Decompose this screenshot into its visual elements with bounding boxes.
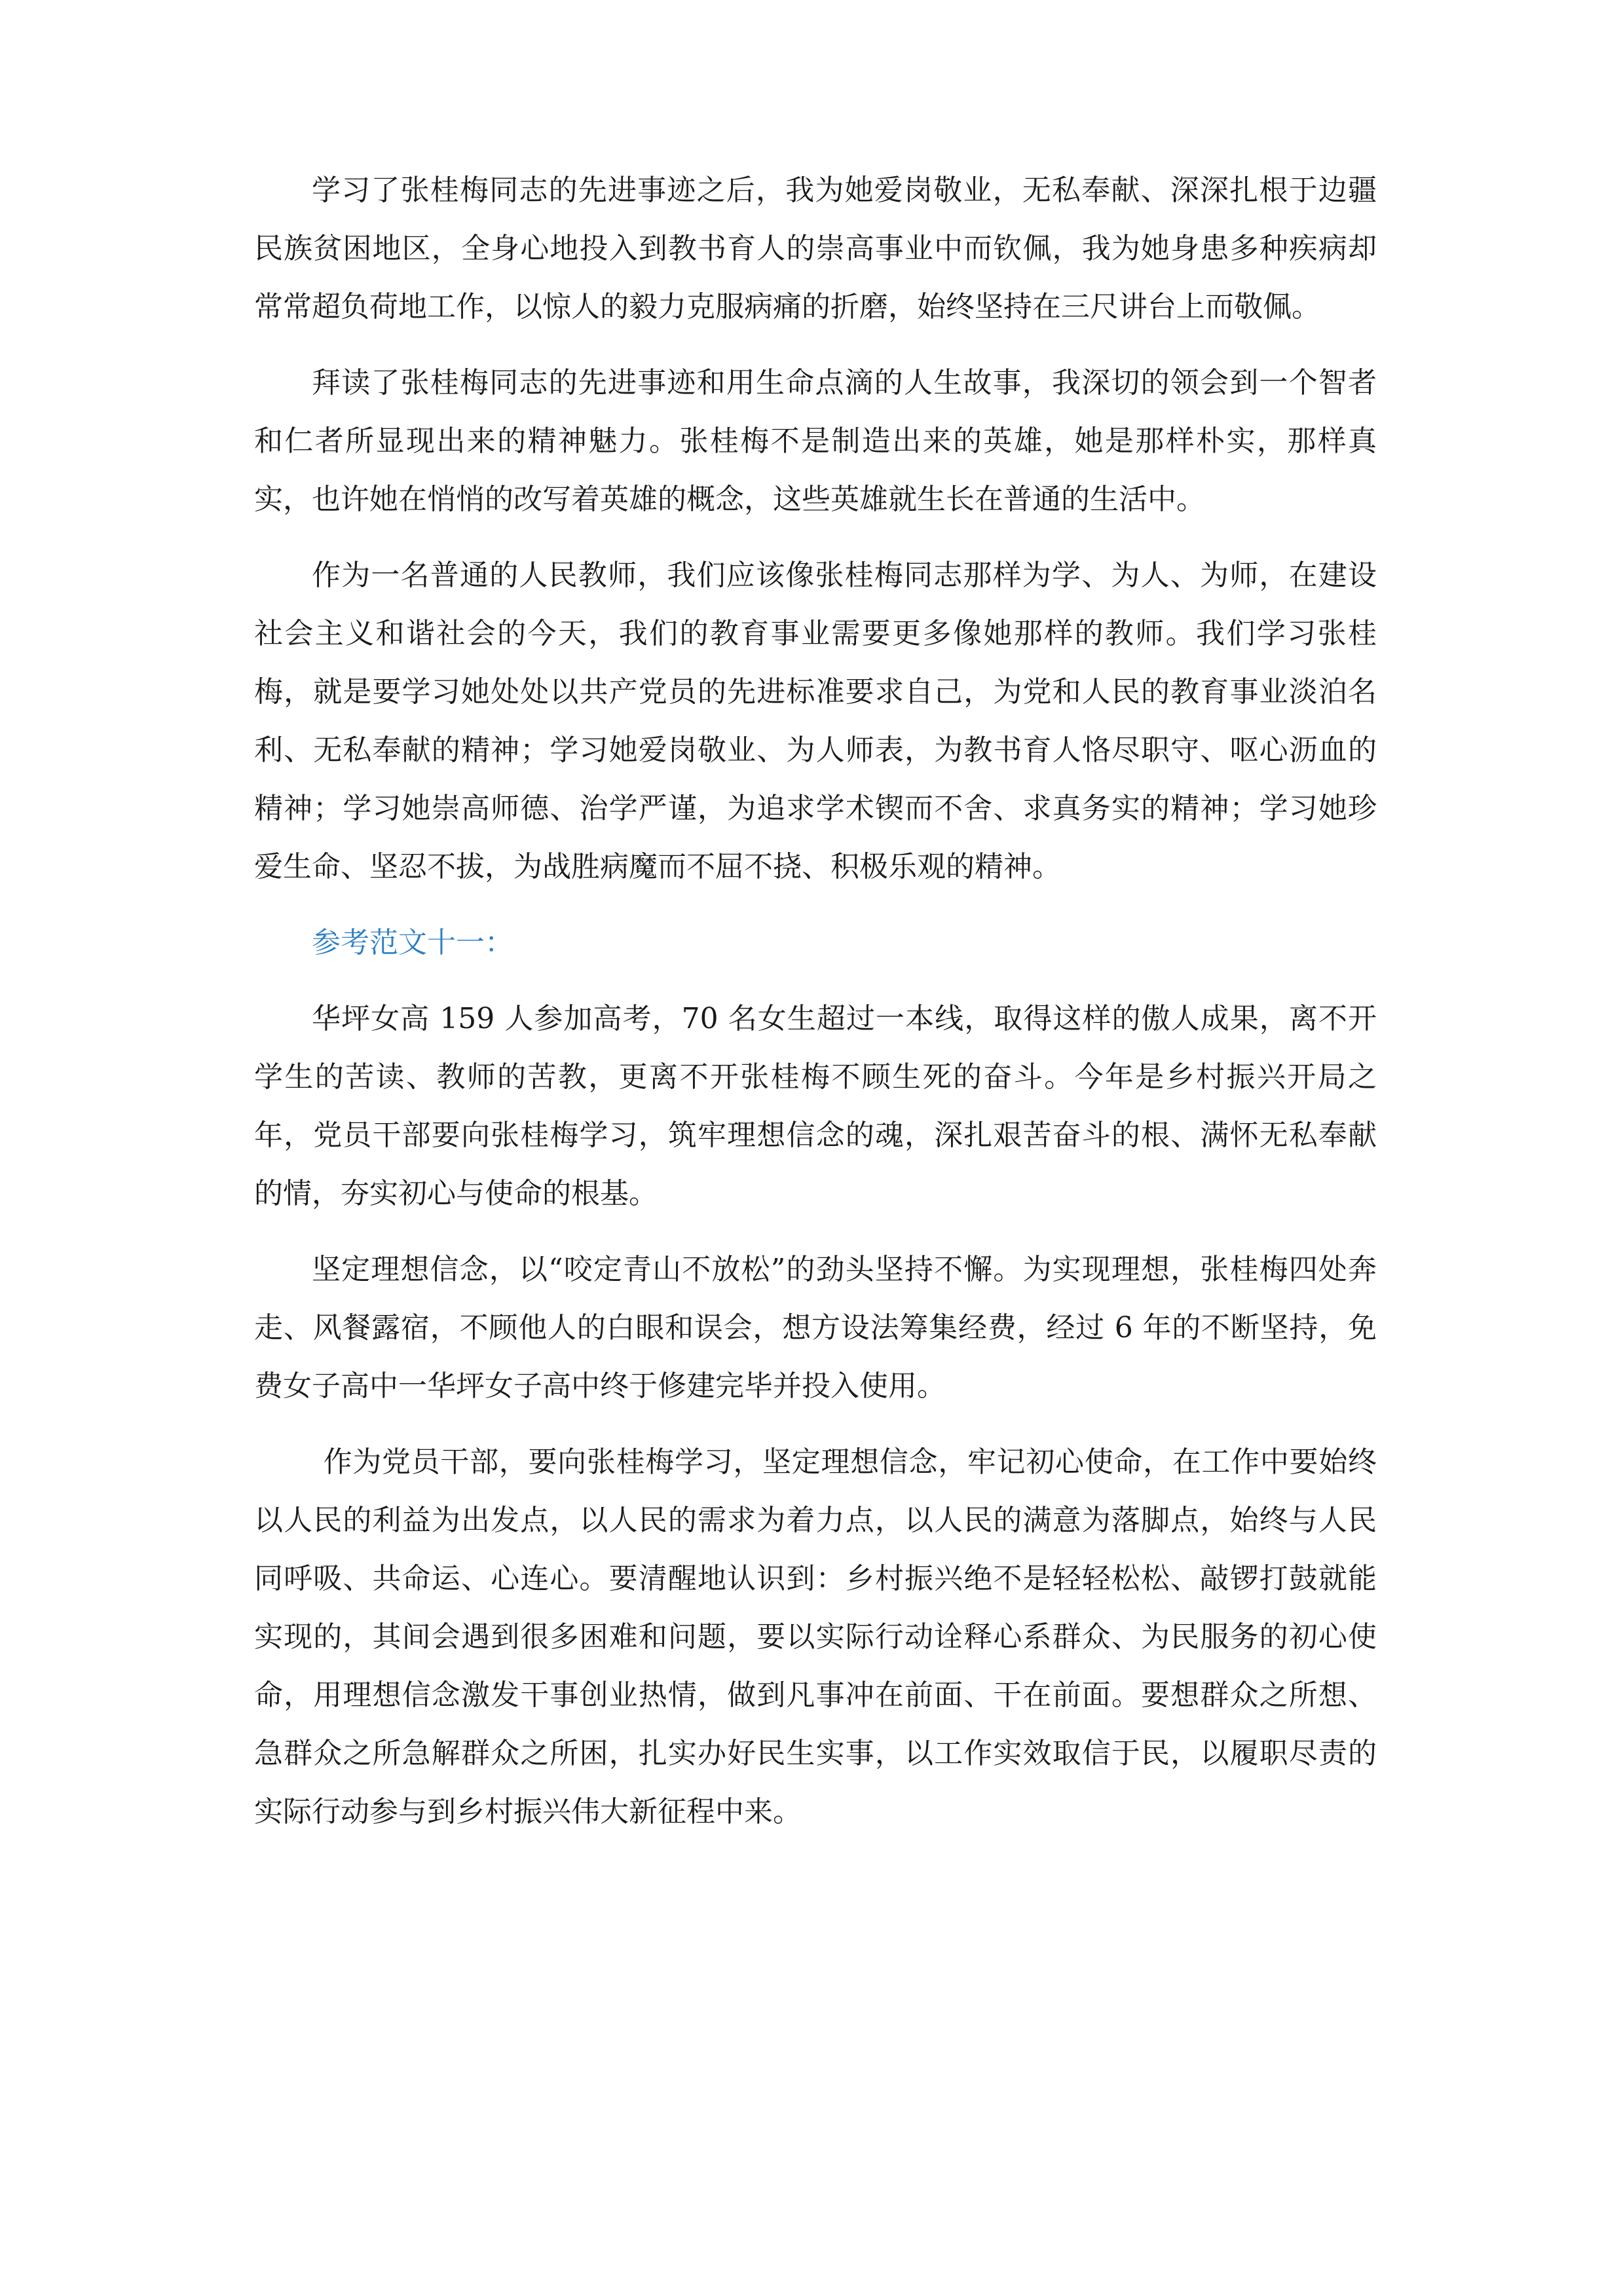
section-heading: 参考范文十一：: [312, 926, 513, 959]
paragraph-firm-ideals: 坚定理想信念，以“咬定青山不放松”的劲头坚持不懈。为实现理想，张桂梅四处奔走、风餐露宿，不顾他人的白眼和误会，想方设法筹集经费，经过 6 年的不断坚持，免费女子高中一华坪女子高中终于修建完毕并投入使用。: [254, 1253, 1377, 1403]
paragraph-study-deeds: 学习了张桂梅同志的先进事迹之后，我为她爱岗敬业，无私奉献、深深扎根于边疆民族贫困地区，全身心地投入到教书育人的崇高事业中而钦佩，我为她身患多种疾病却常常超负荷地工作，以惊人的毅力克服病痛的折磨，始终坚持在三尺讲台上而敬佩。: [254, 174, 1377, 324]
paragraph-party-cadres: 作为党员干部，要向张桂梅学习，坚定理想信念，牢记初心使命，在工作中要始终以人民的利益为出发点，以人民的需求为着力点，以人民的满意为落脚点，始终与人民同呼吸、共命运、心连心。要清醒地认识到：乡村振兴绝不是轻轻松松、敲锣打鼓就能实现的，其间会遇到很多困难和问题，要以实际行动诠释心系群众、为民服务的初心使命，用理想信念激发干事创业热情，做到凡事冲在前面、干在前面。要想群众之所想、急群众之所急解群众之所困，扎实办好民生实事，以工作实效取信于民，以履职尽责的实际行动参与到乡村振兴伟大新征程中来。: [254, 1445, 1377, 1828]
paragraph-as-teacher: 作为一名普通的人民教师，我们应该像张桂梅同志那样为学、为人、为师，在建设社会主义和谐社会的今天，我们的教育事业需要更多像她那样的教师。我们学习张桂梅，就是要学习她处处以共产党员的先进标准要求自己，为党和人民的教育事业淡泊名利、无私奉献的精神；学习她爱岗敬业、为人师表，为教书育人恪尽职守、呕心沥血的精神；学习她崇高师德、治学严谨，为追求学术锲而不舍、求真务实的精神；学习她珍爱生命、坚忍不拔，为战胜病魔而不屈不挠、积极乐观的精神。: [254, 559, 1377, 883]
document-body: [254, 161, 1377, 1859]
paragraph-read-story: 拜读了张桂梅同志的先进事迹和用生命点滴的人生故事，我深切的领会到一个智者和仁者所显现出来的精神魅力。张桂梅不是制造出来的英雄，她是那样朴实，那样真实，也许她在悄悄的改写着英雄的概念，这些英雄就生长在普通的生活中。: [254, 366, 1377, 516]
paragraph-huaping-exam: 华坪女高 159 人参加高考，70 名女生超过一本线，取得这样的傲人成果，离不开学生的苦读、教师的苦教，更离不开张桂梅不顾生死的奋斗。今年是乡村振兴开局之年，党员干部要向张桂梅学习，筑牢理想信念的魂，深扎艰苦奋斗的根、满怀无私奉献的情，夯实初心与使命的根基。: [254, 1002, 1377, 1210]
